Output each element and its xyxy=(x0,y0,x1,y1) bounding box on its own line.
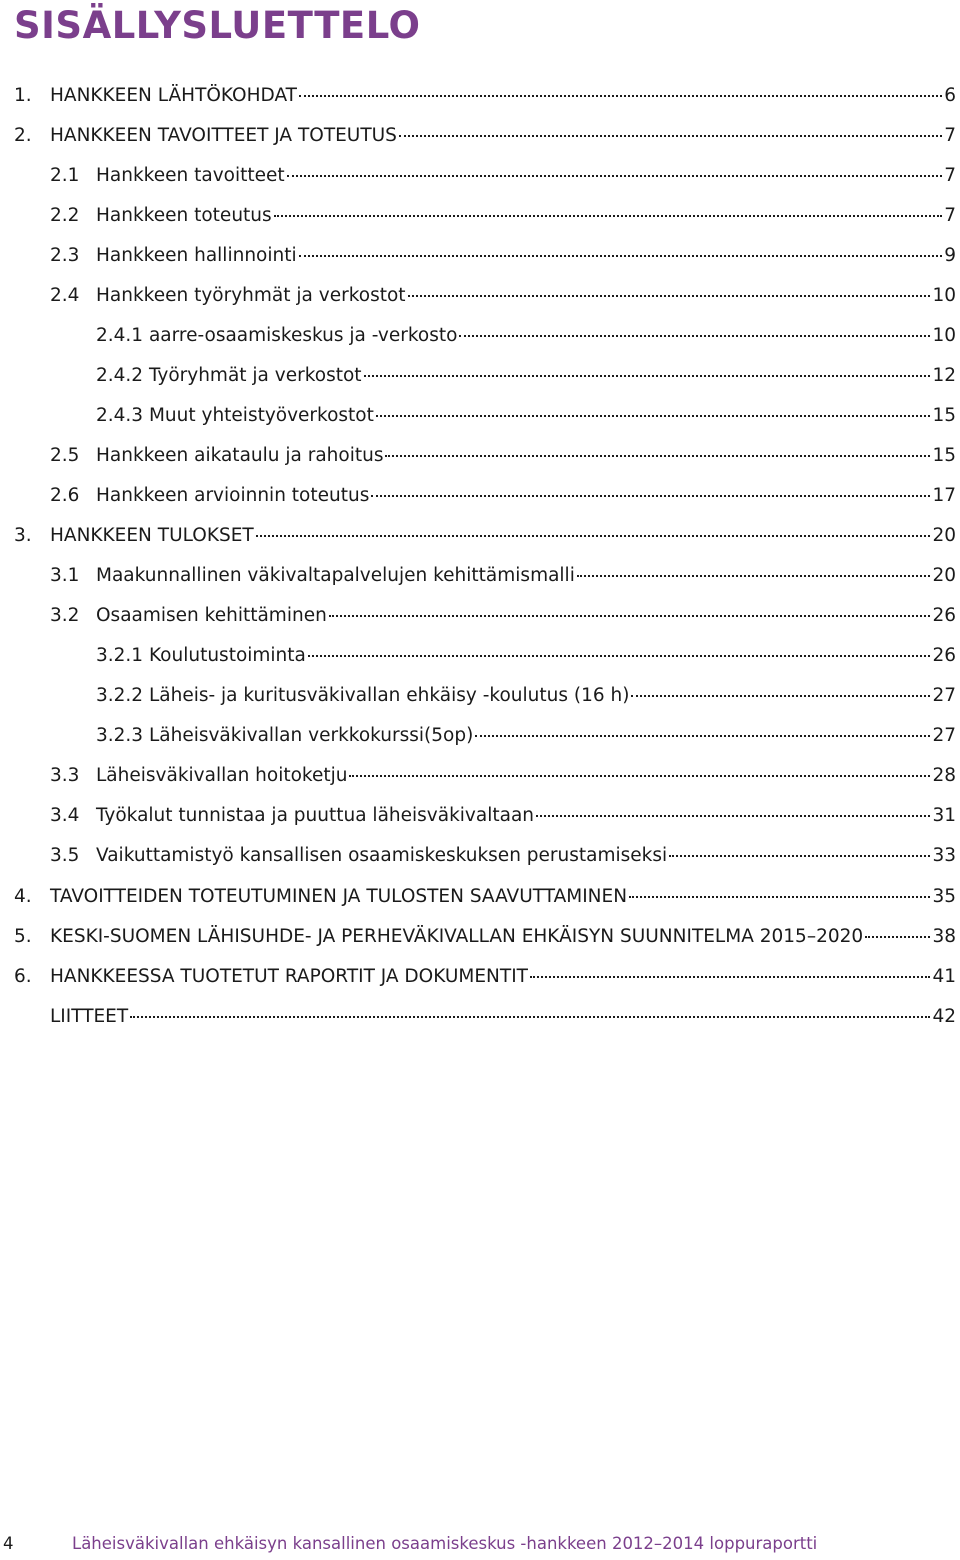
dot-leader xyxy=(371,495,930,497)
toc-entry-title: HANKKEESSA TUOTETUT RAPORTIT JA DOKUMENTIT xyxy=(50,965,528,987)
toc-entry-page: 7 xyxy=(944,164,956,186)
toc-entry-title: Hankkeen toteutus xyxy=(96,204,272,226)
toc-entry-title: KESKI-SUOMEN LÄHISUHDE- JA PERHEVÄKIVALLAN EHKÄISYN SUUNNITELMA 2015–2020 xyxy=(50,925,864,947)
toc-entry-page: 33 xyxy=(932,845,956,867)
toc-entry-title: Hankkeen arvioinnin toteutus xyxy=(96,485,370,506)
toc-entry-title: Hankkeen hallinnointi xyxy=(96,244,297,266)
toc-entry-title: TAVOITTEIDEN TOTEUTUMINEN JA TULOSTEN SAAVUTTAMINEN xyxy=(50,885,628,907)
toc-entry[interactable] xyxy=(0,355,960,395)
dot-leader xyxy=(364,375,931,377)
toc-entry-number: 2. xyxy=(14,124,32,146)
dot-leader xyxy=(308,655,931,657)
footer-page-number: 4 xyxy=(3,1534,14,1553)
toc-entry-page: 35 xyxy=(932,885,956,907)
dot-leader xyxy=(459,335,930,337)
toc-entry-number: 3. xyxy=(14,525,32,547)
toc-entry-page: 10 xyxy=(932,324,956,346)
toc-entry[interactable] xyxy=(0,636,960,676)
toc-entry[interactable] xyxy=(0,315,960,355)
toc-entry-number: 3.4 xyxy=(50,805,80,827)
toc-entry[interactable] xyxy=(0,275,960,315)
dot-leader xyxy=(631,695,930,697)
toc-entry-title: Maakunnallinen väkivaltapalvelujen kehittämismalli xyxy=(96,565,575,587)
toc-entry-title: Vaikuttamistyö kansallisen osaamiskeskuksen perustamiseksi xyxy=(96,845,668,867)
toc-entry[interactable] xyxy=(0,195,960,235)
toc-entry[interactable] xyxy=(0,676,960,716)
toc-entry[interactable] xyxy=(0,876,960,916)
dot-leader xyxy=(287,175,943,177)
toc-entry-page: 15 xyxy=(932,404,956,426)
dot-leader xyxy=(475,735,930,737)
dot-leader xyxy=(629,896,930,898)
toc-entry[interactable] xyxy=(0,516,960,556)
toc-entry-page: 28 xyxy=(932,765,956,787)
toc-entry[interactable] xyxy=(0,996,960,1036)
toc-entry-page: 27 xyxy=(932,685,956,707)
toc-entry-title: 2.4.3 Muut yhteistyöverkostot xyxy=(96,404,374,426)
toc-entry-page: 7 xyxy=(944,124,956,146)
toc-entry[interactable] xyxy=(0,155,960,195)
toc-entry-page: 20 xyxy=(932,525,956,547)
toc-entry-number: 4. xyxy=(14,885,32,907)
toc-entry-title: 2.4.2 Työryhmät ja verkostot xyxy=(96,364,362,386)
toc-entry-number: 1. xyxy=(14,84,32,106)
toc-entry[interactable] xyxy=(0,716,960,756)
toc-entry-page: 9 xyxy=(944,244,956,266)
dot-leader xyxy=(329,615,931,617)
toc-entry-title: LIITTEET xyxy=(50,1005,129,1027)
page-footer xyxy=(0,1530,960,1560)
dot-leader xyxy=(865,936,930,938)
dot-leader xyxy=(376,415,931,417)
toc-entry-page: 26 xyxy=(932,645,956,667)
toc-entry[interactable] xyxy=(0,556,960,596)
toc-entry-page: 6 xyxy=(944,84,956,106)
dot-leader xyxy=(530,976,931,978)
dot-leader xyxy=(256,535,931,537)
toc-entry-number: 3.2 xyxy=(50,605,80,627)
dot-leader xyxy=(385,455,930,457)
toc-entry-number: 3.3 xyxy=(50,765,80,787)
toc-entry-number: 6. xyxy=(14,965,32,987)
toc-entry-page: 17 xyxy=(932,485,956,506)
toc-entry-number: 5. xyxy=(14,925,32,947)
footer-title: Läheisväkivallan ehkäisyn kansallinen osaamiskeskus -hankkeen 2012–2014 loppuraportti xyxy=(72,1534,818,1553)
toc-entry-title: HANKKEEN LÄHTÖKOHDAT xyxy=(50,84,297,106)
toc-entry-title: Työkalut tunnistaa ja puuttua läheisväkivaltaan xyxy=(96,805,535,827)
toc-entry[interactable] xyxy=(0,836,960,876)
toc-entry-page: 10 xyxy=(932,284,956,306)
toc-entry-page: 31 xyxy=(932,805,956,827)
dot-leader xyxy=(669,855,930,857)
dot-leader xyxy=(349,775,930,777)
toc-entry-number: 3.5 xyxy=(50,845,80,867)
toc-entry[interactable] xyxy=(0,435,960,475)
toc-entry[interactable] xyxy=(0,756,960,796)
dot-leader xyxy=(274,215,943,217)
toc-entry[interactable] xyxy=(0,235,960,275)
toc-entry[interactable] xyxy=(0,796,960,836)
toc-entry-page: 27 xyxy=(932,725,956,747)
toc-entry-number: 2.5 xyxy=(50,444,80,466)
toc-entry-page: 20 xyxy=(932,565,956,587)
dot-leader xyxy=(130,1016,930,1018)
toc-entry-title: Hankkeen työryhmät ja verkostot xyxy=(96,284,406,306)
toc-entry-title: Hankkeen aikataulu ja rahoitus xyxy=(96,444,384,466)
toc-entry-title: HANKKEEN TAVOITTEET JA TOTEUTUS xyxy=(50,124,397,146)
toc-entry[interactable] xyxy=(0,476,960,516)
toc-entry-title: 3.2.2 Läheis- ja kuritusväkivallan ehkäisy -koulutus (16 h) xyxy=(96,685,630,707)
dot-leader xyxy=(577,575,931,577)
toc-entry[interactable] xyxy=(0,596,960,636)
dot-leader xyxy=(399,135,942,137)
toc-entry[interactable] xyxy=(0,395,960,435)
toc-entry-number: 2.6 xyxy=(50,485,80,506)
page-title: SISÄLLYSLUETTELO xyxy=(14,4,421,47)
dot-leader xyxy=(536,815,930,817)
toc-entry-number: 2.4 xyxy=(50,284,80,306)
dot-leader xyxy=(299,255,943,257)
toc-entry-page: 15 xyxy=(932,444,956,466)
toc-entry-title: 2.4.1 aarre-osaamiskeskus ja -verkosto xyxy=(96,324,458,346)
toc-entry[interactable] xyxy=(0,115,960,155)
toc-entry[interactable] xyxy=(0,75,960,115)
toc-entry-title: Osaamisen kehittäminen xyxy=(96,605,327,627)
toc-entry[interactable] xyxy=(0,916,960,956)
toc-entry[interactable] xyxy=(0,956,960,996)
toc-entry-page: 41 xyxy=(932,965,956,987)
toc-entry-number: 2.1 xyxy=(50,164,80,186)
dot-leader xyxy=(299,95,942,97)
toc-entry-title: Läheisväkivallan hoitoketju xyxy=(96,765,348,787)
toc-entry-page: 38 xyxy=(932,925,956,947)
toc-entry-page: 42 xyxy=(932,1005,956,1027)
toc-entry-page: 7 xyxy=(944,204,956,226)
toc-entry-number: 2.3 xyxy=(50,244,80,266)
toc-entry-page: 26 xyxy=(932,605,956,627)
toc-entry-title: 3.2.3 Läheisväkivallan verkkokurssi(5op) xyxy=(96,725,474,747)
toc-entry-title: HANKKEEN TULOKSET xyxy=(50,525,254,547)
toc-entry-title: 3.2.1 Koulutustoiminta xyxy=(96,645,306,667)
dot-leader xyxy=(408,295,931,297)
toc-entry-number: 3.1 xyxy=(50,565,80,587)
toc-entry-page: 12 xyxy=(932,364,956,386)
toc-entry-number: 2.2 xyxy=(50,204,80,226)
toc-entry-title: Hankkeen tavoitteet xyxy=(96,164,285,186)
